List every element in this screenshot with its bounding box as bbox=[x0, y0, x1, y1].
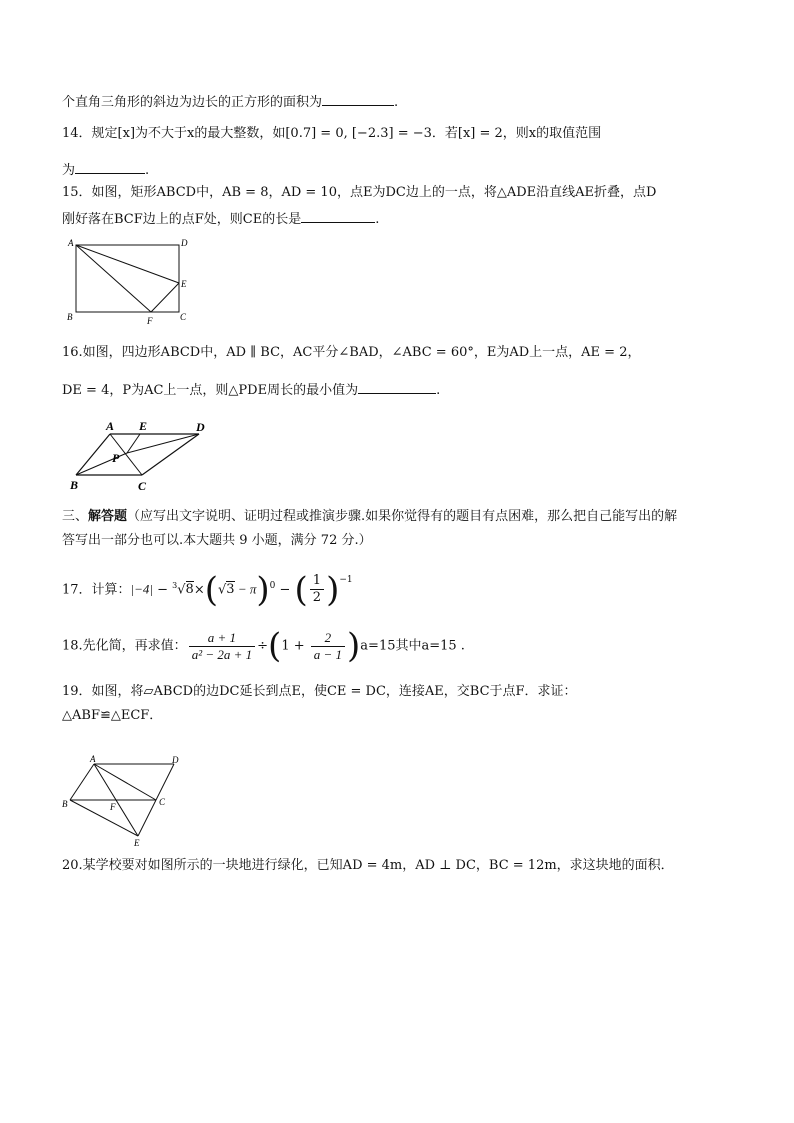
q15-prefix: 刚好落在BCF边上的点F处，则CE的长是 bbox=[62, 212, 302, 227]
q14-prefix: 为 bbox=[62, 163, 76, 178]
q17-fraction bbox=[310, 573, 324, 606]
label-F: F bbox=[147, 316, 153, 326]
q17-rparen: ) bbox=[256, 569, 270, 610]
q17-cbrt-index: 3 bbox=[172, 581, 178, 590]
q17-pi: − π bbox=[234, 581, 257, 597]
q18-f2-num: 2 bbox=[311, 630, 345, 647]
q17-abs: |−4| bbox=[130, 581, 153, 597]
q18-tail: a=15其中a=15 . bbox=[360, 638, 465, 654]
q16-prefix: DE = 4，P为AC上一点，则△PDE周长的最小值为 bbox=[62, 383, 359, 398]
q17-minus2: − bbox=[275, 582, 295, 598]
label-B: B bbox=[62, 799, 68, 809]
section-heading bbox=[62, 508, 677, 526]
label-A: A bbox=[90, 754, 96, 764]
q17-line bbox=[62, 566, 353, 608]
q16-figure bbox=[64, 416, 224, 496]
label-D: D bbox=[181, 238, 188, 248]
q18-fraction1 bbox=[189, 630, 255, 663]
q17-prefix: 17．计算： bbox=[62, 582, 131, 598]
q14-end: . bbox=[145, 163, 150, 178]
q17-frac-den: 2 bbox=[312, 590, 322, 606]
label-A: A bbox=[68, 238, 74, 248]
q17-sqrt-radicand: 3 bbox=[226, 582, 235, 598]
label-E: E bbox=[139, 419, 148, 433]
q15-line2 bbox=[62, 208, 379, 229]
q16-line2 bbox=[62, 379, 440, 400]
label-B: B bbox=[70, 478, 79, 492]
label-F: F bbox=[110, 802, 116, 812]
answer-blank bbox=[301, 208, 375, 223]
label-B: B bbox=[67, 312, 73, 322]
q17-lparen: ( bbox=[204, 569, 218, 610]
q19-line2: △ABF≌△ECF． bbox=[62, 708, 163, 723]
label-A: A bbox=[106, 419, 115, 433]
q18-fraction2 bbox=[311, 630, 345, 663]
q20-line: 20.某学校要对如图所示的一块地进行绿化，已知AD = 4m，AD ⊥ DC，BC = 12m，求这块地的面积． bbox=[62, 858, 674, 873]
q17-cbrt-radicand: 8 bbox=[185, 582, 194, 598]
q17-times: × bbox=[193, 582, 205, 598]
q13-end: . bbox=[394, 95, 399, 110]
q17-minus: − bbox=[152, 582, 173, 598]
section-instructions-line2: 答写出一部分也可以.本大题共 9 小题，满分 72 分.） bbox=[62, 533, 372, 548]
label-C: C bbox=[180, 312, 187, 322]
q17-rparen2: ) bbox=[326, 569, 340, 610]
q17-lparen2: ( bbox=[294, 569, 308, 610]
q17-cbrt: √8 bbox=[177, 582, 194, 598]
q18-rparen: ) bbox=[347, 626, 361, 666]
q18-line bbox=[62, 626, 465, 668]
q17-sqrt: √3 bbox=[217, 582, 235, 598]
q17-exp0: 0 bbox=[269, 581, 276, 591]
q14-line2 bbox=[62, 159, 149, 180]
label-C: C bbox=[159, 797, 166, 807]
label-E: E bbox=[181, 279, 187, 289]
q16-end: . bbox=[436, 383, 441, 398]
q13-line bbox=[62, 91, 398, 112]
q17-exp-neg1: −1 bbox=[339, 575, 353, 585]
section-instructions: （应写出文字说明、证明过程或推演步骤.如果你觉得有的题目有点困难，那么把自己能写出的解 bbox=[127, 509, 678, 524]
q18-prefix: 18.先化简，再求值： bbox=[62, 638, 187, 654]
q19-line1: 19．如图，将▱ABCD的边DC延长到点E，使CE = DC，连接AE，交BC于点F．求证： bbox=[62, 684, 577, 699]
q17-frac-num: 1 bbox=[310, 573, 324, 590]
q18-div: ÷ bbox=[257, 638, 269, 654]
answer-blank bbox=[322, 91, 394, 106]
q15-line1: 15．如图，矩形ABCD中，AB = 8，AD = 10，点E为DC边上的一点，将△ADE沿直线AE折叠，点D bbox=[62, 185, 657, 200]
q15-figure bbox=[60, 236, 195, 328]
q18-f1-num: a + 1 bbox=[189, 630, 255, 647]
q18-lparen: ( bbox=[268, 626, 282, 666]
q18-f2-den: a − 1 bbox=[313, 646, 343, 662]
q14-line1: 14．规定[x]为不大于x的最大整数，如[0.7] = 0, [−2.3] = −3．若[x] = 2，则x的取值范围 bbox=[62, 126, 602, 141]
section-number: 三、 bbox=[62, 509, 89, 524]
answer-blank bbox=[358, 379, 436, 394]
label-E: E bbox=[134, 838, 140, 848]
label-D: D bbox=[172, 755, 179, 765]
section-title: 解答题 bbox=[88, 509, 128, 524]
q16-line1: 16.如图，四边形ABCD中，AD ∥ BC，AC平分∠BAD，∠ABC = 60°，E为AD上一点，AE = 2， bbox=[62, 345, 641, 360]
q15-end: . bbox=[375, 212, 380, 227]
label-P: P bbox=[112, 451, 120, 465]
q18-f1-den: a² − 2a + 1 bbox=[191, 646, 253, 662]
q13-text: 个直角三角形的斜边为边长的正方形的面积为 bbox=[62, 95, 323, 110]
answer-blank bbox=[75, 159, 145, 174]
label-C: C bbox=[138, 479, 147, 493]
label-D: D bbox=[196, 420, 205, 434]
q18-one-plus: 1 + bbox=[281, 638, 309, 654]
q19-figure bbox=[60, 754, 190, 850]
